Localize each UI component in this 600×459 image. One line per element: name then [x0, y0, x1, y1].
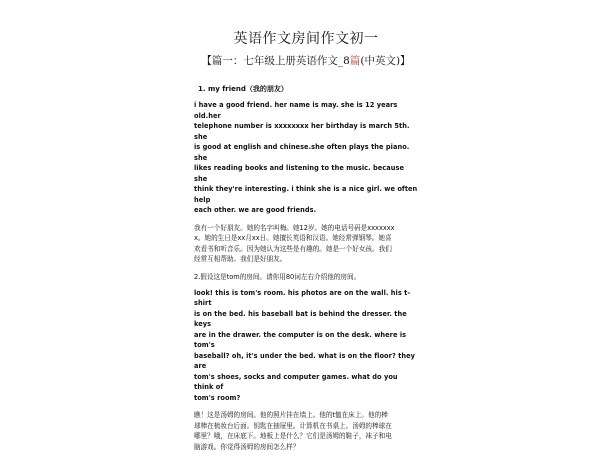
- subtitle-prefix: 【篇一：七年级上册英语作文_8: [201, 55, 350, 67]
- page-subtitle: [194, 54, 418, 68]
- text-line: x。她的生日是xx月xx日。她擅长英语和汉语。她经常弹钢琴。她喜: [194, 234, 392, 242]
- section-2-heading: 2.假设这是tom的房间。请你用80词左右介绍他的房间。: [194, 272, 361, 281]
- text-line: think they're interesting. i think she is a nice girl. we often help: [194, 185, 418, 204]
- document-content: [194, 30, 418, 459]
- section-1-english-paragraph: [194, 100, 418, 216]
- text-line: tom's shoes, socks and computer games. what do you think of: [194, 372, 398, 391]
- text-line: telephone number is xxxxxxxx her birthday is march 5th. she: [194, 122, 410, 141]
- text-line: is on the bed. his baseball bat is behind the dresser. the keys: [194, 309, 407, 328]
- subtitle-highlight: 篇: [349, 55, 361, 67]
- text-line: 我有一个好朋友。她的名字叫梅。她12岁。她的电话号码是xxxxxxx: [194, 223, 395, 232]
- text-line: are in the drawer. the computer is on the desk. where is tom's: [194, 330, 407, 349]
- text-line: 脑游戏。你觉得汤姆的房间怎么样？: [194, 442, 300, 451]
- text-line: 哪里？哦，在床底下。地板上是什么？它们是汤姆的鞋子，袜子和电: [194, 432, 392, 440]
- text-line: 瞧！这是汤姆的房间。他的照片挂在墙上。他的t恤在床上。他的棒: [194, 411, 388, 419]
- section-2-chinese-paragraph: [194, 410, 418, 452]
- text-line: look! this is tom's room. his photos are on the wall. his t-shirt: [194, 288, 411, 307]
- page-title: 英语作文房间作文初一: [233, 31, 379, 47]
- text-line: each other. we are good friends.: [194, 206, 317, 214]
- section-1-heading: 1. my friend（我的朋友）: [198, 85, 288, 93]
- section-2-english-paragraph: [194, 288, 418, 404]
- subtitle-suffix: (中英文)】: [360, 55, 411, 67]
- text-line: likes reading books and listening to the music. because she: [194, 164, 405, 183]
- text-line: i have a good friend. her name is may. she is 12 years old.her: [194, 101, 398, 120]
- text-line: 球棒在梳妆台后面。钥匙在抽屉里。计算机在书桌上。汤姆的棒球在: [194, 421, 392, 430]
- text-line: 欢看书和听音乐。因为她认为这些是有趣的。她是一个好女孩。我们: [194, 244, 392, 253]
- text-line: 经常互相帮助。我们是好朋友。: [194, 255, 287, 263]
- text-line: baseball? oh, it's under the bed. what is on the floor? they are: [194, 351, 415, 370]
- text-line: is good at english and chinese.she often plays the piano. she: [194, 143, 410, 162]
- section-1-chinese-paragraph: [194, 223, 418, 265]
- text-line: tom's room?: [194, 393, 241, 402]
